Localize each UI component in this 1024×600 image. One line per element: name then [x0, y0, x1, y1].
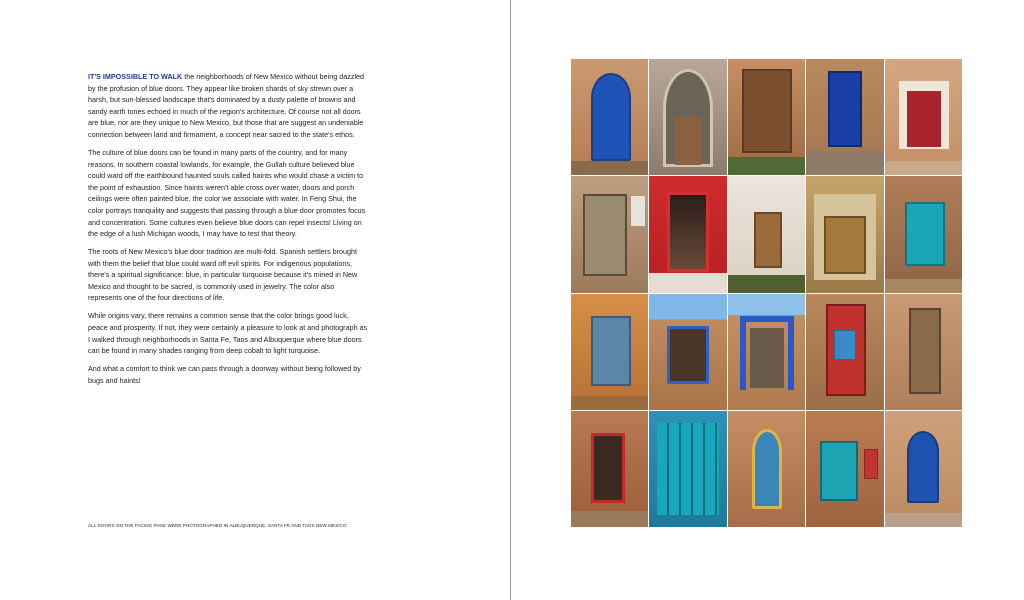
wooden-door	[675, 117, 701, 165]
paragraph-5: And what a comfort to think we can pass through a doorway without being followed by bugs and haints!	[88, 364, 361, 385]
door-panel	[834, 330, 856, 360]
door-photo	[806, 411, 883, 527]
steps	[806, 151, 883, 175]
paragraph-3: The roots of New Mexico's blue door tradition are multi-fold. Spanish settlers brought with them the belief that blue could ward off evil spirits. For indigenous populations, there's a spiritual significance: blue, in particular turquoise because it's mined in New Mexico and thought to be sacred, is commonly used in jewelry. The color also represents one of the four directions of life.	[88, 247, 358, 303]
red-door	[907, 91, 941, 147]
blue-arched-door	[907, 431, 939, 503]
door-photo	[571, 411, 648, 527]
ground	[885, 161, 962, 175]
window	[631, 196, 645, 226]
blue-door	[828, 71, 862, 147]
carved-wooden-door	[742, 69, 792, 153]
paragraph-1	[88, 71, 368, 141]
door-photo	[728, 59, 805, 175]
adobe-wall-gate	[667, 326, 709, 384]
door-photo	[728, 411, 805, 527]
shrubs	[728, 275, 805, 293]
weathered-wooden-door	[583, 194, 627, 276]
essay-text	[88, 71, 368, 393]
paragraph-2: The culture of blue doors can be found in many parts of the country, and for many reasons. In southern coastal lowlands, for example, the Gullah culture believed blue could ward off the earthbound haunted souls called haints who would chase a victim to the point of exhaustion. Since haints weren't able cross over water, doors and porch ceilings were often painted blue, the color we associate with water. In Feng Shui, the color portrays tranquility and suggests that passing through a blue door promotes focus and concentration. Some cultures even believe blue doors can repel insects! Living on the edge of a lush Michigan woods, I may have to test that theory.	[88, 147, 366, 239]
ground	[571, 511, 648, 527]
turquoise-door	[905, 202, 945, 266]
ground	[571, 396, 648, 410]
red-door-frame	[591, 433, 625, 503]
walkway	[649, 273, 726, 293]
ground	[885, 279, 962, 293]
door-photo	[728, 294, 805, 410]
door-photo	[649, 294, 726, 410]
left-page	[0, 0, 510, 600]
red-sign	[864, 449, 878, 479]
turquoise-double-door	[820, 441, 858, 501]
gate	[750, 328, 784, 388]
door-photo	[806, 176, 883, 292]
turquoise-fence	[657, 423, 719, 515]
door-photo	[806, 294, 883, 410]
door-photo	[649, 176, 726, 292]
wooden-door	[754, 212, 782, 268]
paragraph-4: While origins vary, there remains a common sense that the color brings good luck, peace and prosperity. If not, they were certainly a pleasure to look at and photograph as I walked through neighborhoods in Santa Fe, Taos and Albuquerque where blue doors can be found in many shades ranging from deep cobalt to light turquoise.	[88, 311, 368, 356]
door-photo	[571, 294, 648, 410]
blue-arched-door	[591, 73, 631, 161]
door-photo	[571, 176, 648, 292]
door-photo	[649, 59, 726, 175]
door-photo	[728, 176, 805, 292]
double-wooden-door	[824, 216, 866, 274]
ground	[885, 513, 962, 527]
photo-caption: ALL DOORS ON THE FACING PAGE WERE PHOTOGRAPHED IN ALBUQUERQUE, SANTA FE AND TAOS NEW MEXICO	[88, 523, 347, 528]
door-photo	[885, 176, 962, 292]
door-photo	[885, 59, 962, 175]
lead-in: IT'S IMPOSSIBLE TO WALK	[88, 72, 183, 81]
blue-weathered-door	[591, 316, 631, 386]
ground	[571, 161, 648, 175]
door-photo	[885, 411, 962, 527]
door-photo-grid	[571, 59, 962, 527]
wooden-door	[909, 308, 941, 394]
painted-arched-door	[752, 429, 782, 509]
door-photo	[571, 59, 648, 175]
door-photo	[649, 411, 726, 527]
door-photo	[885, 294, 962, 410]
paragraph-1-body: the neighborhoods of New Mexico without being dazzled by the profusion of blue doors. They appear like broken shards of sky strewn over a harsh, but sun-blessed landscape that's dominated by a dusty palette of browns and sandy earth tones echoed in much of the region's architecture. Of course not all doors are blue, nor are they unique to New Mexico, but those that are suggest an undeniable connection between land and firmament, a concept near sacred to the state's ethos.	[88, 72, 365, 139]
garden	[728, 157, 805, 175]
door-photo	[806, 59, 883, 175]
red-portal-corridor	[667, 192, 709, 272]
